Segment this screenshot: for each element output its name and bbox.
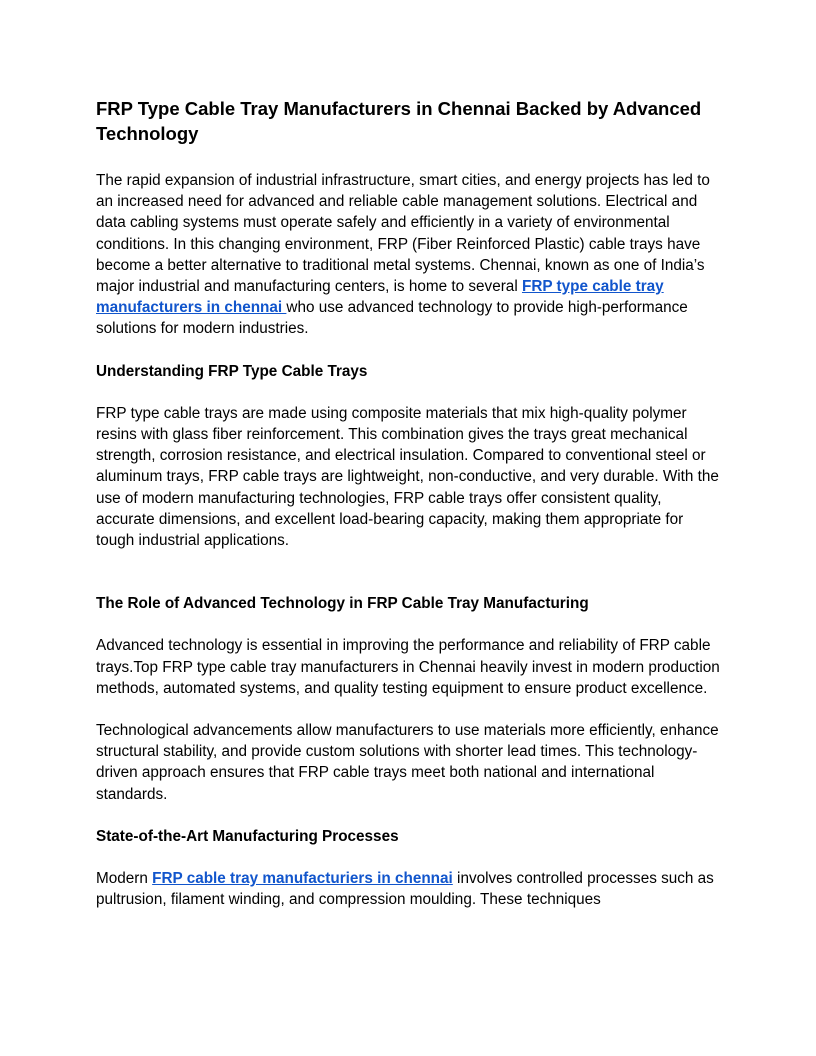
section-heading-understanding: Understanding FRP Type Cable Trays xyxy=(96,362,368,380)
frp-cable-tray-manufacturers-link[interactable]: FRP cable tray manufacturiers in chennai xyxy=(152,870,453,888)
section-heading-role-of-technology: The Role of Advanced Technology in FRP Cable Tray Manufacturing xyxy=(96,595,589,613)
processes-text-before-link: Modern xyxy=(96,870,153,888)
section-heading-manufacturing-processes: State-of-the-Art Manufacturing Processes xyxy=(96,827,399,845)
role-paragraph-1: Advanced technology is essential in improving the performance and reliability of FRP cable trays.Top FRP type cable tray manufacturers in Chennai heavily invest in modern production methods, automated systems, and quality testing equipment to ensure product excellence. xyxy=(96,637,720,697)
frp-manufacturers-chennai-link[interactable]: FRP type cable tray manufacturers in chennai xyxy=(96,278,664,317)
role-paragraph-2: Technological advancements allow manufacturers to use materials more efficiently, enhance structural stability, and provide custom solutions with shorter lead times. This technology-driven approach ensures that FRP cable trays meet both national and international standards. xyxy=(96,722,719,803)
document-title: FRP Type Cable Tray Manufacturers in Chennai Backed by Advanced Technology xyxy=(96,98,702,144)
intro-paragraph xyxy=(96,170,720,340)
intro-text-after-link: who use advanced technology to provide high-performance solutions for modern industries. xyxy=(96,299,688,338)
processes-text-after-link: involves controlled processes such as pultrusion, filament winding, and compression moulding. These techniques xyxy=(96,870,714,909)
understanding-paragraph: FRP type cable trays are made using composite materials that mix high-quality polymer resins with glass fiber reinforcement. This combination gives the trays great mechanical strength, corrosion resistance, and electrical insulation. Compared to conventional steel or aluminum trays, FRP cable trays are lightweight, non-conductive, and very durable. With the use of modern manufacturing technologies, FRP cable trays offer consistent quality, accurate dimensions, and excellent load-bearing capacity, making them appropriate for tough industrial applications. xyxy=(96,404,719,550)
processes-paragraph xyxy=(96,868,720,910)
intro-text: The rapid expansion of industrial infrastructure, smart cities, and energy projects has led to an increased need for advanced and reliable cable management solutions. Electrical and data cabling systems must operate safely and efficiently in a variety of environmental conditions. In this changing environment, FRP (Fiber Reinforced Plastic) cable trays have become a better alternative to traditional metal systems. Chennai, known as one of India’s major industrial and manufacturing centers, is home to several xyxy=(96,172,710,296)
document-page xyxy=(96,96,720,910)
